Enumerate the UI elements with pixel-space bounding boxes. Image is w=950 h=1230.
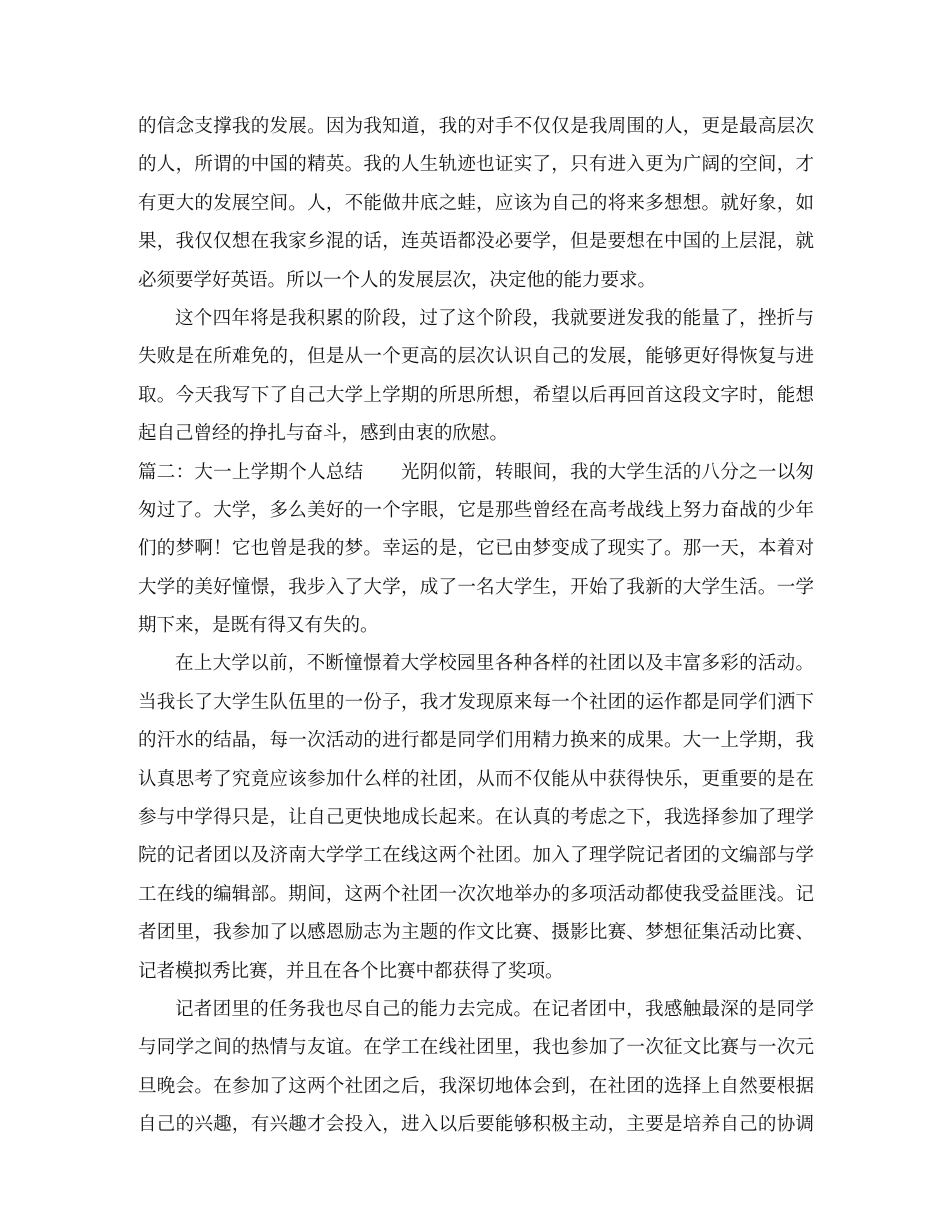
- text-line: 院的记者团以及济南大学学工在线这两个社团。加入了理学院记者团的文编部与学: [138, 845, 814, 867]
- text-line: 工在线的编辑部。期间，这两个社团一次次地举办的多项活动都使我受益匪浅。记: [138, 883, 814, 905]
- text-line: 者团里，我参加了以感恩励志为主题的作文比赛、摄影比赛、梦想征集活动比赛、: [138, 922, 814, 944]
- text-line: 记者模拟秀比赛，并且在各个比赛中都获得了奖项。: [138, 960, 564, 982]
- text-line: 记者团里的任务我也尽自己的能力去完成。在记者团中，我感触最深的是同学: [175, 998, 814, 1020]
- text-line: 自己的兴趣，有兴趣才会投入，进入以后要能够积极主动，主要是培养自己的协调: [138, 1114, 814, 1136]
- text-line: 的人，所谓的中国的精英。我的人生轨迹也证实了，只有进入更为广阔的空间，才: [138, 154, 814, 176]
- text-line: 与同学之间的热情与友谊。在学工在线社团里，我也参加了一次征文比赛与一次元: [138, 1037, 814, 1059]
- text-line: 的信念支撑我的发展。因为我知道，我的对手不仅仅是我周围的人，更是最高层次: [138, 116, 814, 137]
- text-line: 参与中学得只是，让自己更快地成长起来。在认真的考虑之下，我选择参加了理学: [138, 807, 814, 829]
- text-line: 大学的美好憧憬，我步入了大学，成了一名大学生，开始了我新的大学生活。一学: [138, 576, 814, 598]
- text-line: 们的梦啊！它也曾是我的梦。幸运的是，它已由梦变成了现实了。那一天，本着对: [138, 538, 814, 560]
- text-line: 旦晚会。在参加了这两个社团之后，我深切地体会到，在社团的选择上自然要根据: [138, 1075, 814, 1097]
- text-line: 篇二：大一上学期个人总结 光阴似箭，转眼间，我的大学生活的八分之一以匆: [138, 461, 814, 483]
- text-line: 在上大学以前，不断憧憬着大学校园里各种各样的社团以及丰富多彩的活动。: [175, 653, 814, 675]
- text-line: 这个四年将是我积累的阶段，过了这个阶段，我就要迸发我的能量了，挫折与: [175, 307, 814, 329]
- text-line: 认真思考了究竟应该参加什么样的社团，从而不仅能从中获得快乐，更重要的是在: [138, 768, 814, 790]
- text-line: 期下来，是既有得又有失的。: [138, 615, 379, 637]
- text-line: 必须要学好英语。所以一个人的发展层次，决定他的能力要求。: [138, 269, 657, 291]
- text-line: 当我长了大学生队伍里的一份子，我才发现原来每一个社团的运作都是同学们洒下: [138, 691, 814, 713]
- text-line: 起自己曾经的挣扎与奋斗，感到由衷的欣慰。: [138, 423, 509, 445]
- text-line: 有更大的发展空间。人，不能做井底之蛙，应该为自己的将来多想想。就好象，如: [138, 192, 814, 214]
- text-line: 匆过了。大学，多么美好的一个字眼，它是那些曾经在高考战线上努力奋战的少年: [138, 499, 814, 521]
- text-line: 失败是在所难免的，但是从一个更高的层次认识自己的发展，能够更好得恢复与进: [138, 346, 814, 368]
- text-line: 取。今天我写下了自己大学上学期的所思所想，希望以后再回首这段文字时，能想: [138, 384, 814, 406]
- text-line: 果，我仅仅想在我家乡混的话，连英语都没必要学，但是要想在中国的上层混，就: [138, 231, 814, 253]
- text-line: 的汗水的结晶，每一次活动的进行都是同学们用精力换来的成果。大一上学期，我: [138, 730, 814, 752]
- document-body: [138, 108, 814, 1145]
